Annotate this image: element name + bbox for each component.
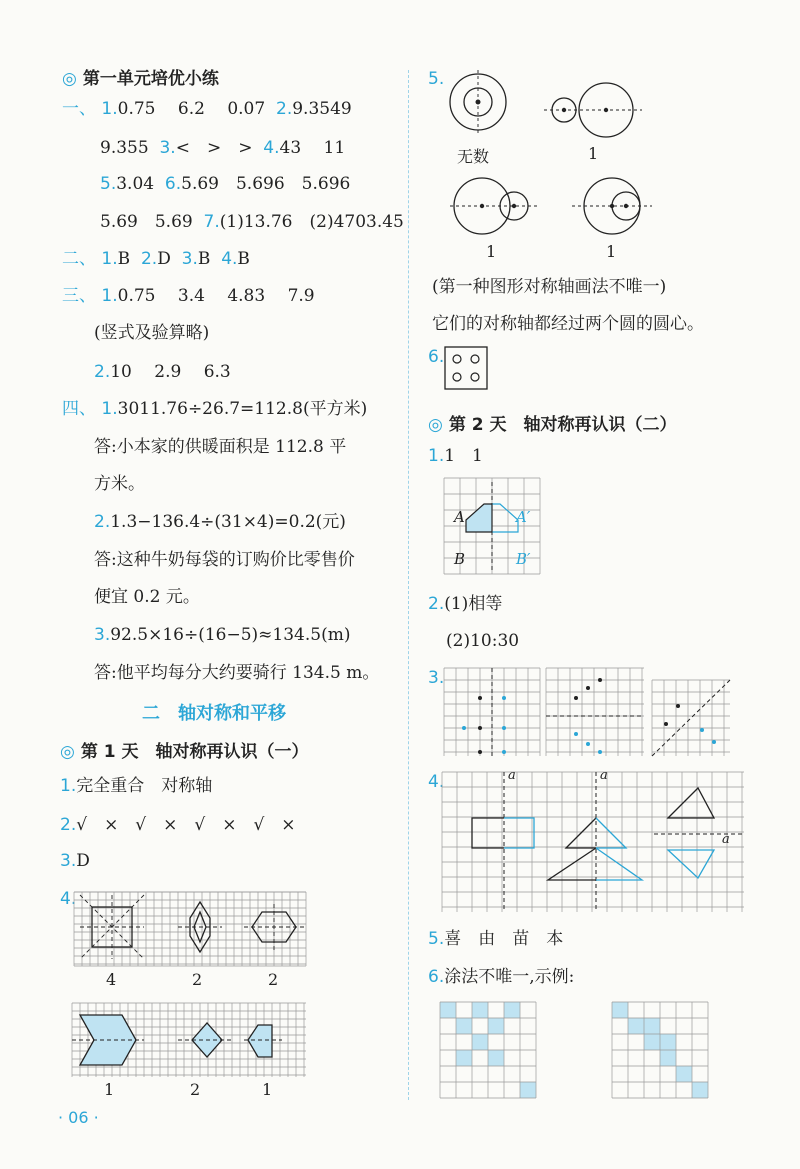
- caption: 无数: [457, 147, 490, 166]
- q-number: 6.: [428, 347, 445, 367]
- figure-shapes: [80, 895, 304, 959]
- answer-text: 答:这种牛奶每袋的订购价比零售价: [94, 550, 355, 570]
- colored-cell: [472, 1034, 488, 1050]
- answer-text: 10 2.9 6.3: [110, 362, 231, 382]
- colored-cell: [456, 1050, 472, 1066]
- circle-bullet-icon: ◎: [60, 742, 75, 762]
- colored-cell: [660, 1034, 676, 1050]
- answer-text: 答:他平均每分大约要骑行 134.5 m。: [94, 663, 380, 683]
- answer-text: 0.75 6.2 0.07: [117, 99, 266, 119]
- q-number: 1.: [101, 399, 118, 419]
- answer-text: D: [157, 249, 171, 269]
- coloring-grid-1: [440, 1002, 536, 1098]
- q-number: 7.: [203, 212, 220, 232]
- q5-conclusion: 它们的对称轴都经过两个圆的圆心。: [432, 314, 704, 334]
- d2-q2: [428, 593, 502, 615]
- axis-label: a: [722, 832, 730, 847]
- answer-text: (1)相等: [444, 594, 503, 614]
- answer-text: 喜 由 苗 本: [444, 929, 564, 949]
- caption: 1: [486, 242, 497, 261]
- q-number: 1.: [101, 249, 118, 269]
- dots-grid-3: [652, 680, 730, 756]
- grid-figure-bottom: [72, 1003, 306, 1077]
- q-number: 2.: [94, 362, 111, 382]
- circles-figure-2: [544, 82, 644, 142]
- colored-cell: [440, 1002, 456, 1018]
- q5-note: (第一种图形对称轴画法不唯一): [432, 277, 667, 297]
- colored-cell: [660, 1050, 676, 1066]
- answer-text: 1.3−136.4÷(31×4)=0.2(元): [110, 512, 346, 532]
- colored-cell: [676, 1066, 692, 1082]
- answer-text: 5.69 5.69: [100, 212, 193, 232]
- unit1-title-text: 第一单元培优小练: [82, 69, 219, 89]
- axis-label: a: [600, 768, 608, 783]
- dots-grid-1: [444, 668, 540, 756]
- grid-cells: [612, 1002, 708, 1098]
- answer-text: 5.69 5.696 5.696: [181, 174, 351, 194]
- colored-cell: [488, 1050, 504, 1066]
- d2-q6: [428, 966, 574, 988]
- answer-text: 9.355: [100, 138, 149, 158]
- circle-bullet-icon: ◎: [62, 69, 77, 89]
- s3-line1: [62, 285, 315, 307]
- answer-text: 43 11: [279, 138, 346, 158]
- q-number: 4.: [221, 249, 238, 269]
- q-number: 4.: [263, 138, 280, 158]
- answer-text: 9.3549: [292, 99, 352, 119]
- caption: 1: [588, 144, 599, 163]
- circles-figure-4: [572, 176, 652, 236]
- s2-line: [62, 248, 250, 270]
- q-number: 1.: [101, 286, 118, 306]
- q-number: 6.: [164, 174, 182, 194]
- axis-label: a: [508, 768, 516, 783]
- circle-bullet-icon: ◎: [428, 415, 443, 435]
- answer-text: 完全重合 对称轴: [76, 776, 213, 796]
- caption: 1: [606, 242, 617, 261]
- q-number: 3.: [94, 625, 111, 645]
- day2-title-text: 第 2 天 轴对称再认识（二）: [448, 415, 677, 435]
- answer-text: D: [76, 851, 90, 871]
- q-number: 4.: [428, 772, 445, 792]
- point-label: B′: [516, 550, 531, 568]
- answer-text: 92.5×16÷(16−5)≈134.5(m): [110, 625, 351, 645]
- q-number: 2.: [140, 249, 158, 269]
- colored-cell: [612, 1002, 628, 1018]
- q-number: 3.: [159, 138, 176, 158]
- q-number: 3.: [181, 249, 198, 269]
- answer-text: 1 1: [444, 446, 483, 466]
- answer-text: 3.04: [116, 174, 155, 194]
- s3-note: (竖式及验算略): [94, 323, 210, 343]
- grid-cells: [442, 772, 744, 912]
- day1-title-text: 第 1 天 轴对称再认识（一）: [80, 742, 309, 762]
- q-number: 2.: [94, 512, 111, 532]
- caption: 2: [192, 970, 203, 989]
- answer-text: B: [237, 249, 250, 269]
- q-number: 6.: [428, 967, 445, 987]
- colored-cell: [692, 1082, 708, 1098]
- caption: 4: [106, 970, 117, 989]
- d1-q3: [60, 850, 90, 872]
- point-label: A: [454, 508, 465, 526]
- q-number: 4.: [60, 889, 77, 909]
- answer-text: B: [117, 249, 131, 269]
- grid-cells: [440, 1002, 536, 1098]
- colored-cell: [644, 1018, 660, 1034]
- s1-line2: [100, 137, 345, 159]
- answer-text: (1)13.76 (2)4703.45: [219, 212, 404, 232]
- colored-cell: [504, 1002, 520, 1018]
- colored-cell: [644, 1034, 660, 1050]
- s4-q1: [62, 398, 367, 420]
- grid-figure-top: [74, 892, 306, 966]
- day1-title: [60, 737, 309, 762]
- column-divider: [408, 70, 409, 1100]
- q-number: 5.: [428, 929, 445, 949]
- d2-q1: [428, 445, 483, 467]
- grid-cells: [546, 668, 644, 756]
- caption: 2: [190, 1080, 201, 1099]
- section-four-label: 四、: [62, 399, 96, 419]
- coloring-grid-2: [612, 1002, 708, 1098]
- four-dots-square: [444, 346, 488, 390]
- page-number: · 06 ·: [58, 1108, 99, 1127]
- q-number: 3.: [60, 851, 77, 871]
- d1-q2: [60, 814, 296, 836]
- q-number: 3.: [428, 668, 445, 688]
- dots-grid-2: [546, 668, 644, 756]
- q-number: 1.: [101, 99, 118, 119]
- s4-q2: [94, 511, 346, 533]
- section-one-label: 一、: [62, 99, 96, 119]
- q-number: 2.: [276, 99, 293, 119]
- s1-line4: [100, 211, 404, 233]
- q-number: 1.: [428, 446, 445, 466]
- unit1-title: [62, 64, 219, 89]
- answer-text: 答:小本家的供暖面积是 112.8 平: [94, 437, 347, 457]
- colored-cell: [456, 1018, 472, 1034]
- answer-text: 0.75 3.4 4.83 7.9: [117, 286, 315, 306]
- circles-figure-3: [450, 176, 540, 236]
- colored-cell: [628, 1018, 644, 1034]
- caption: 2: [268, 970, 279, 989]
- point-label: A′: [516, 508, 531, 526]
- caption: 1: [262, 1080, 273, 1099]
- unit2-title: 二 轴对称和平移: [142, 703, 286, 724]
- colored-cell: [472, 1002, 488, 1018]
- d1-q1: [60, 775, 212, 797]
- s3-line2: [94, 361, 231, 383]
- s4-q3: [94, 624, 350, 646]
- caption: 1: [104, 1080, 115, 1099]
- colored-cell: [520, 1082, 536, 1098]
- section-two-label: 二、: [62, 249, 96, 269]
- d2-q5: [428, 928, 563, 950]
- section-three-label: 三、: [62, 286, 96, 306]
- q-number: 5.: [100, 174, 117, 194]
- q-number: 1.: [60, 776, 77, 796]
- q-number: 2.: [60, 815, 77, 835]
- colored-cell: [488, 1018, 504, 1034]
- answer-text: 方米。: [94, 474, 145, 494]
- circles-figure-1: [446, 70, 512, 136]
- s1-line3: [100, 173, 350, 195]
- answer-text: B: [197, 249, 211, 269]
- point-label: B: [454, 550, 466, 568]
- answer-text: (2)10:30: [446, 631, 520, 651]
- answer-text: 便宜 0.2 元。: [94, 587, 200, 607]
- q-number: 5.: [428, 69, 445, 89]
- answer-text: 涂法不唯一,示例:: [444, 967, 575, 987]
- answer-text: 3011.76÷26.7=112.8(平方米): [117, 399, 368, 419]
- answer-text: √ × √ × √ × √ ×: [76, 815, 296, 835]
- s1-line1: [62, 98, 352, 120]
- q-number: 2.: [428, 594, 445, 614]
- translate-grid: [442, 772, 744, 912]
- day2-title: [428, 410, 677, 435]
- answer-text: < > >: [175, 138, 253, 158]
